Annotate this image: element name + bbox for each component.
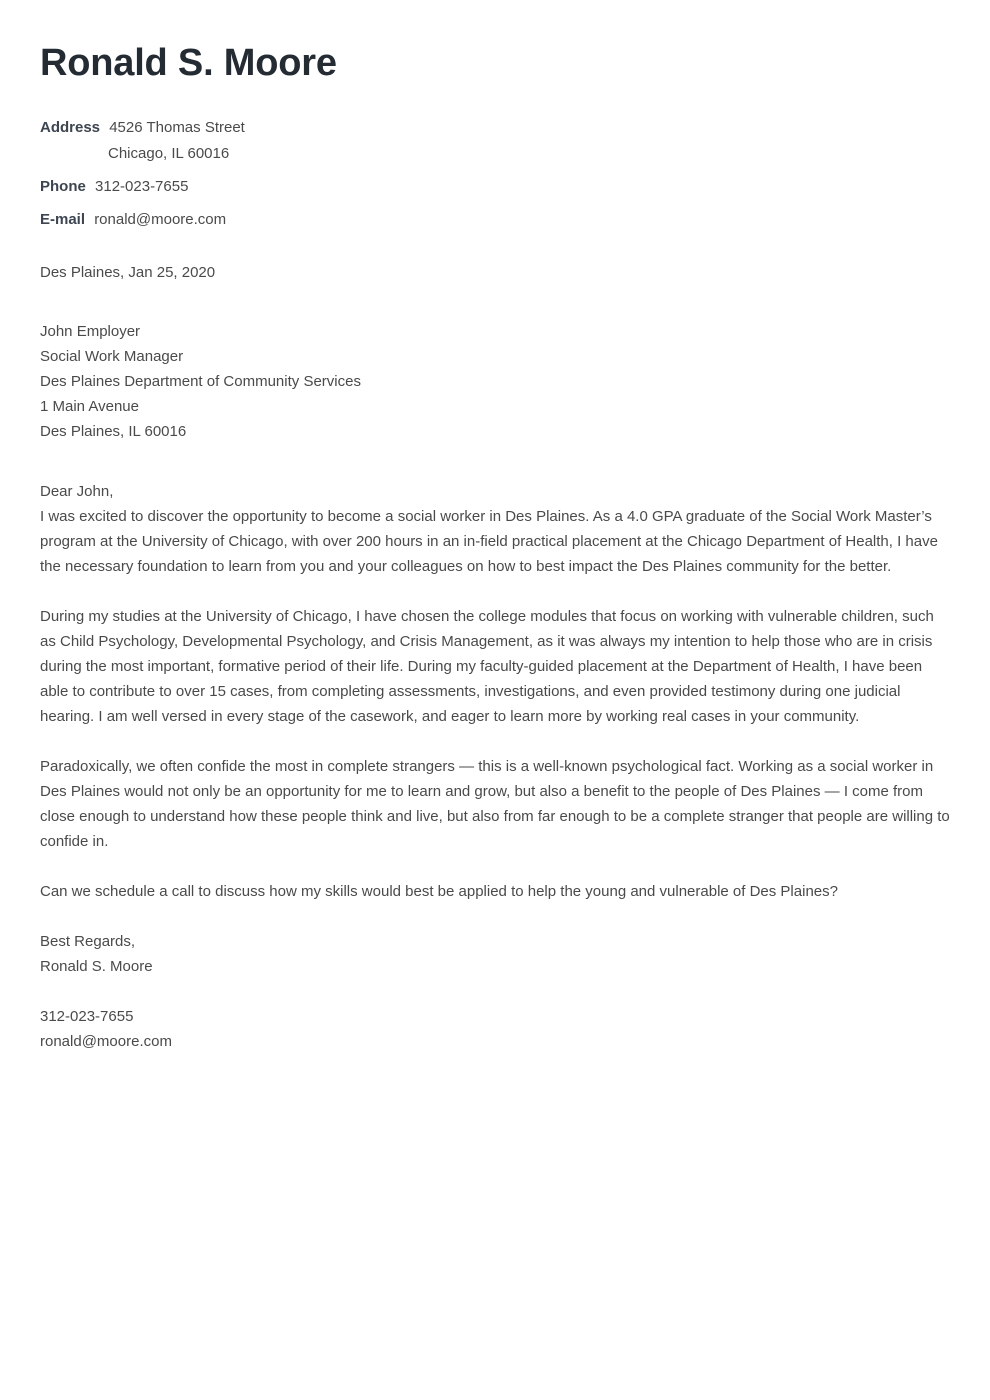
body-paragraph-4: Can we schedule a call to discuss how my skills would best be applied to help the young and vulnerable of Des Plaines? — [40, 883, 838, 900]
contact-details-block — [40, 118, 950, 230]
recipient-block — [40, 319, 950, 444]
recipient-line: Des Plaines Department of Community Services — [40, 373, 361, 390]
signoff-block — [40, 929, 950, 979]
recipient-line: Social Work Manager — [40, 348, 184, 365]
letter-date: Des Plaines, Jan 25, 2020 — [40, 264, 216, 281]
contact-row-email — [40, 210, 950, 230]
recipient-line: 1 Main Avenue — [40, 398, 139, 415]
letter-body — [40, 479, 950, 1054]
phone-label: Phone — [40, 178, 86, 195]
signer-name: Ronald S. Moore — [40, 958, 153, 975]
email-value: ronald@moore.com — [94, 211, 227, 228]
phone-value: 312-023-7655 — [95, 178, 189, 195]
contact-row-phone — [40, 177, 950, 197]
address-line-1: 4526 Thomas Street — [109, 119, 245, 136]
signature-phone: 312-023-7655 — [40, 1008, 134, 1025]
contact-row-address — [40, 118, 950, 164]
recipient-line: John Employer — [40, 323, 141, 340]
salutation: Dear John, — [40, 483, 114, 500]
recipient-line: Des Plaines, IL 60016 — [40, 423, 187, 440]
signature-contact-block — [40, 1004, 950, 1054]
body-paragraph-2: During my studies at the University of Chicago, I have chosen the college modules that focus on working with vulnerable children, such as Child Psychology, Developmental Psychology, and Crisis Management, as it was always my intention to help those who are in crisis during the most important, formative period of their life. During my faculty-guided placement at the Department of Health, I have been able to contribute to over 15 cases, from completing assessments, investigations, and even provided testimony during one judicial hearing. I am well versed in every stage of the casework, and eager to learn more by working real cases in your community. — [40, 608, 934, 725]
signoff-text: Best Regards, — [40, 933, 136, 950]
address-label: Address — [40, 119, 101, 136]
body-paragraph-1: I was excited to discover the opportunity to become a social worker in Des Plaines. As a 4.0 GPA graduate of the Social Work Master’s program at the University of Chicago, with over 200 hours in an in-field practical placement at the Chicago Department of Health, I have the necessary foundation to learn from you and your colleagues on how to best impact the Des Plaines community for the better. — [40, 508, 938, 575]
body-paragraph-3: Paradoxically, we often confide the most in complete strangers — this is a well-known psychological fact. Working as a social worker in Des Plaines would not only be an opportunity for me to learn and grow, but also a benefit to the people of Des Plaines — I come from close enough to understand how these people think and live, but also from far enough to be a complete stranger that people are willing to confide in. — [40, 758, 950, 850]
signature-email: ronald@moore.com — [40, 1033, 172, 1050]
page-title: Ronald S. Moore — [40, 42, 337, 84]
address-line-2: Chicago, IL 60016 — [108, 145, 230, 162]
email-label: E-mail — [40, 211, 86, 228]
